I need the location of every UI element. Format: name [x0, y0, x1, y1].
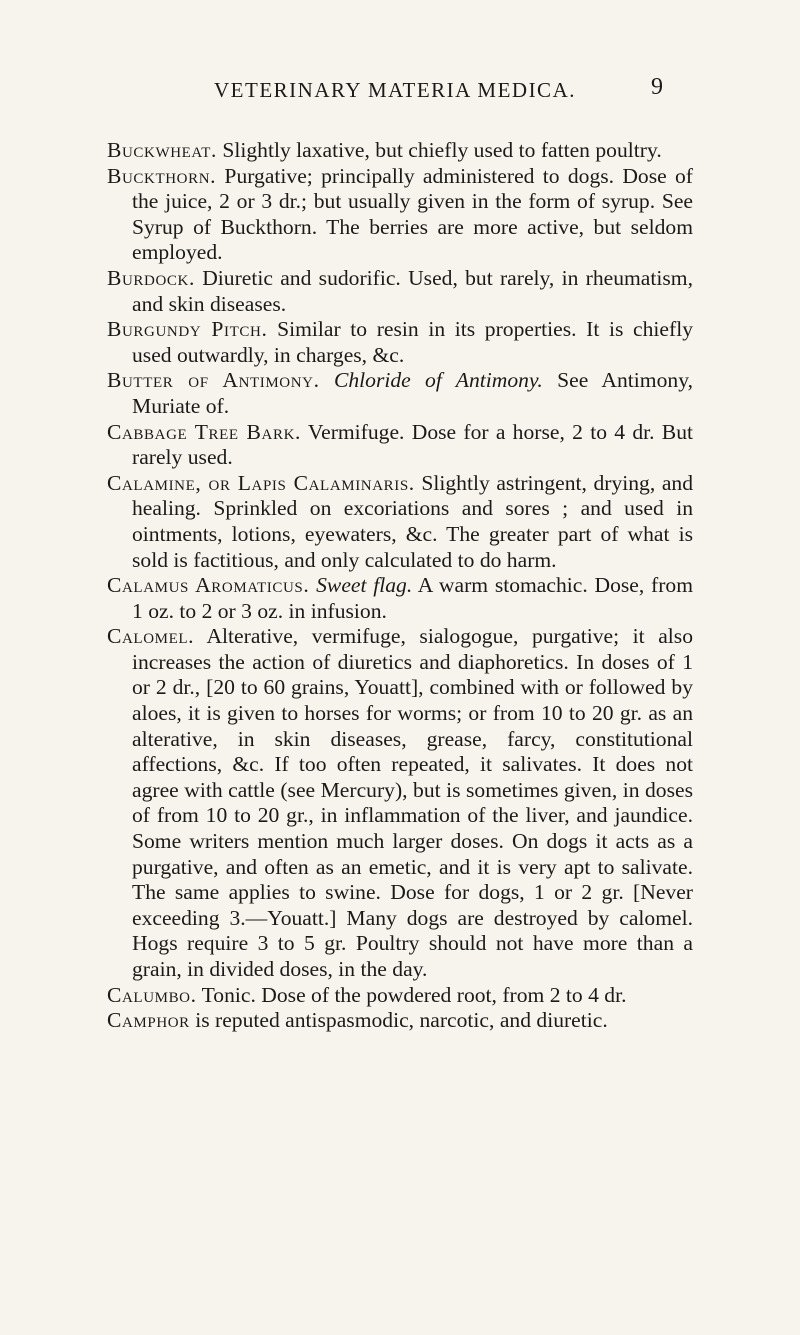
- entry-calamine: [107, 471, 693, 573]
- entry-text: is reputed antispasmodic, narcotic, and diuretic.: [189, 1008, 608, 1033]
- entry-text: Slightly astringent, drying, and healing. Sprinkled on excoriations and sores ; and used in ointments, lotions, eyewaters, &c. The greater part of what is sold is factitious, and only calculated to do harm.: [132, 470, 693, 572]
- entry-text: A warm stomachic. Dose, from 1 oz. to 2 or 3 oz. in infusion.: [132, 573, 693, 623]
- entry-text: Vermifuge. Dose for a horse, 2 to 4 dr. But rarely used.: [132, 419, 693, 470]
- entry-buckthorn: [107, 164, 693, 266]
- entry-text: See Antimony, Muriate of.: [132, 368, 693, 418]
- running-head: VETERINARY MATERIA MEDICA.: [214, 78, 576, 102]
- entry-term: Calomel.: [107, 624, 195, 649]
- entry-text: Similar to resin in its properties. It is chiefly used outwardly, in charges, &c.: [132, 317, 693, 367]
- page-header: [135, 74, 663, 114]
- entry-burdock: [107, 266, 693, 317]
- entry-text: Alterative, vermifuge, sialogogue, purgative; it also increases the action of diuretics and diaphoretics. In doses of 1 or 2 dr., [20 to 60 grains, Youatt], combined with or followed by aloes, it is given to horses for worms; or from 10 to 20 gr. as an alterative, in skin diseases, grease, farcy, constitutional affections, &c. If too often repeated, it salivates. It does not agree with cattle (see Mercury), but is sometimes given, in doses of from 10 to 20 gr., in inflammation of the liver, and jaundice. Some writers mention much larger doses. On dogs it acts as a purgative, and often as an emetic, and it is very apt to salivate. The same applies to swine. Dose for dogs, 1 or 2 gr. [Never exceeding 3.—Youatt.] Many dogs are destroyed by calomel. Hogs require 3 to 5 gr. Poultry should not have more than a grain, in divided doses, in the day.: [132, 624, 693, 981]
- entry-cabbage-tree-bark: [107, 420, 693, 471]
- entry-burgundy-pitch: [107, 317, 693, 368]
- entry-calumbo: [107, 983, 693, 1009]
- entry-term: Cabbage Tree Bark.: [107, 419, 302, 444]
- entry-text: Slightly laxative, but chiefly used to fatten poultry.: [216, 138, 662, 162]
- entry-buckwheat: [107, 138, 693, 164]
- entry-text: Purgative; principally administered to dogs. Dose of the juice, 2 or 3 dr.; but usually given in the form of syrup. See Syrup of Buckthorn. The berries are more active, but seldom employed.: [132, 163, 693, 265]
- entry-term: Burgundy Pitch.: [107, 317, 268, 342]
- entry-term: Butter of Antimony.: [107, 368, 320, 393]
- entry-term: Buckwheat.: [107, 138, 217, 162]
- entry-italic: Sweet flag.: [309, 573, 413, 598]
- page-number: 9: [651, 74, 663, 100]
- entry-italic: Chloride of Antimony.: [319, 368, 543, 393]
- entry-term: Camphor: [107, 1008, 190, 1033]
- entry-list: [107, 138, 693, 1034]
- entry-butter-of-antimony: [107, 368, 693, 419]
- entry-term: Calamine, or Lapis Calaminaris.: [107, 470, 415, 495]
- entry-term: Calumbo.: [107, 982, 197, 1007]
- entry-camphor: [107, 1008, 693, 1034]
- entry-term: Calamus Aromaticus.: [107, 573, 310, 598]
- entry-calamus-aromaticus: [107, 573, 693, 624]
- entry-term: Buckthorn.: [107, 163, 217, 188]
- entry-term: Burdock.: [107, 265, 195, 290]
- entry-text: Tonic. Dose of the powdered root, from 2 to 4 dr.: [196, 982, 627, 1007]
- entry-text: Diuretic and sudorific. Used, but rarely, in rheumatism, and skin diseases.: [132, 265, 693, 316]
- entry-calomel: [107, 624, 693, 982]
